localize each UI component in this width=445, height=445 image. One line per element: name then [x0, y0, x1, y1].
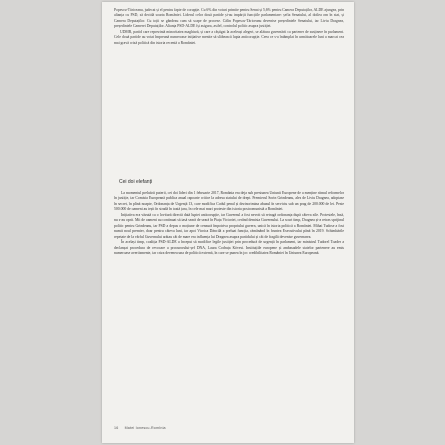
section-heading: Cei doi elefanți	[119, 179, 153, 185]
author-name: Matei Ionescu-Romînia	[124, 426, 166, 430]
page-number: 16	[114, 426, 119, 430]
body-paragraph-2: Inițiativa era văzută ca o lovitură directă dată luptei anticorupție, iar Guvernul a fost nevoit să retragă ordonanța după câteva zile. Protestele, însă, nu s-au oprit. Mii de oameni au continuat să iasă seară de seară în Piața Victoriei, cerând demisia Guvernului. La scurt timp, Dragnea și-a retras sprijinul politic pentru Grindeanu, iar PSD a depus o moțiune de cenzură împotriva propriului guvern, unică în istoria politică a României. Mihai Tudose a fost numit noul premier, doar pentru câteva luni, iar apoi Viorica Dăncilă a preluat funcția, rămânând în fruntea Executivului până în 2019. Schimbările repetate de la vârful Guvernului arătau cât de mare era influența lui Dragnea asupra partidului și cât de fragilă devenise guvernarea.	[114, 212, 344, 239]
intro-text	[114, 8, 344, 46]
body-paragraph-1: La momentul preluării puterii, cei doi lideri din 1 februarie 2017, România era deja sub presiunea Uniunii Europene de a menține ritmul reformelor în justiție, iar Comisia Europeană publica anual rapoarte critice la adresa statului de drept. Premierul Sorin Grindeanu, ales de Liviu Dragnea, adoptase în secret, în plină noapte, Ordonanța de Urgență 13, care modifica Codul penal și dezincrimina abuzul în serviciu sub un prag de 200.000 de lei. Peste 500.000 de oameni au ieșit în stradă în toată țara, în cele mai mari proteste din istoria postcomunistă a României.	[114, 191, 344, 212]
intro-paragraph-2: UDMR, partid care reprezintă minoritatea maghiară, și care a câștigat la aceleași alegeri, se alătura guvernării ca partener de susținere în parlament. Cele două partide au votat împreună numeroase inițiative menite să slăbească lupta anticorupție. Ceea ce s-a întâmplat în următoarele luni a marcat cea mai gravă criză politică din istoria recentă a României.	[114, 29, 344, 45]
body-paragraph-3: În același timp, coaliția PSD-ALDE a început să modifice legile justiției prin procedură de urgență în parlament, iar ministrul Tudorel Toader a declanșat procedura de revocare a procurorului-șef DNA, Laura Codruța Kövesi. Instituțiile europene și ambasadele statelor partenere au emis numeroase avertismente, iar criza devenea una de politică externă, în care se punea în joc credibilitatea României în Uniunea Europeană.	[114, 240, 344, 255]
section-body	[114, 191, 344, 256]
document-page	[102, 2, 354, 443]
page-footer	[114, 426, 166, 430]
intro-paragraph-1: Popescu-Tăriceanu, judecat și el pentru fapte de corupție. Cu 6% din voturi primite pentru Senat și 5,6% pentru Camera Deputaților, ALDE ajungea, prin alianța cu PSD, să decidă soarta României. Liderul celor două partide și-au impărțit funcțiile parlamentare: șefia Senatului, al doilea om în stat, și Camera Deputaților. Cu toții se gândeau cum să scape de procese. Călin Popescu-Tăriceanu devenise președintele Senatului, iar Liviu Dragnea, președintele Camerei Deputaților. Alianța PSD-ALDE își asigura, astfel, controlul politic asupra justiției.	[114, 8, 344, 29]
